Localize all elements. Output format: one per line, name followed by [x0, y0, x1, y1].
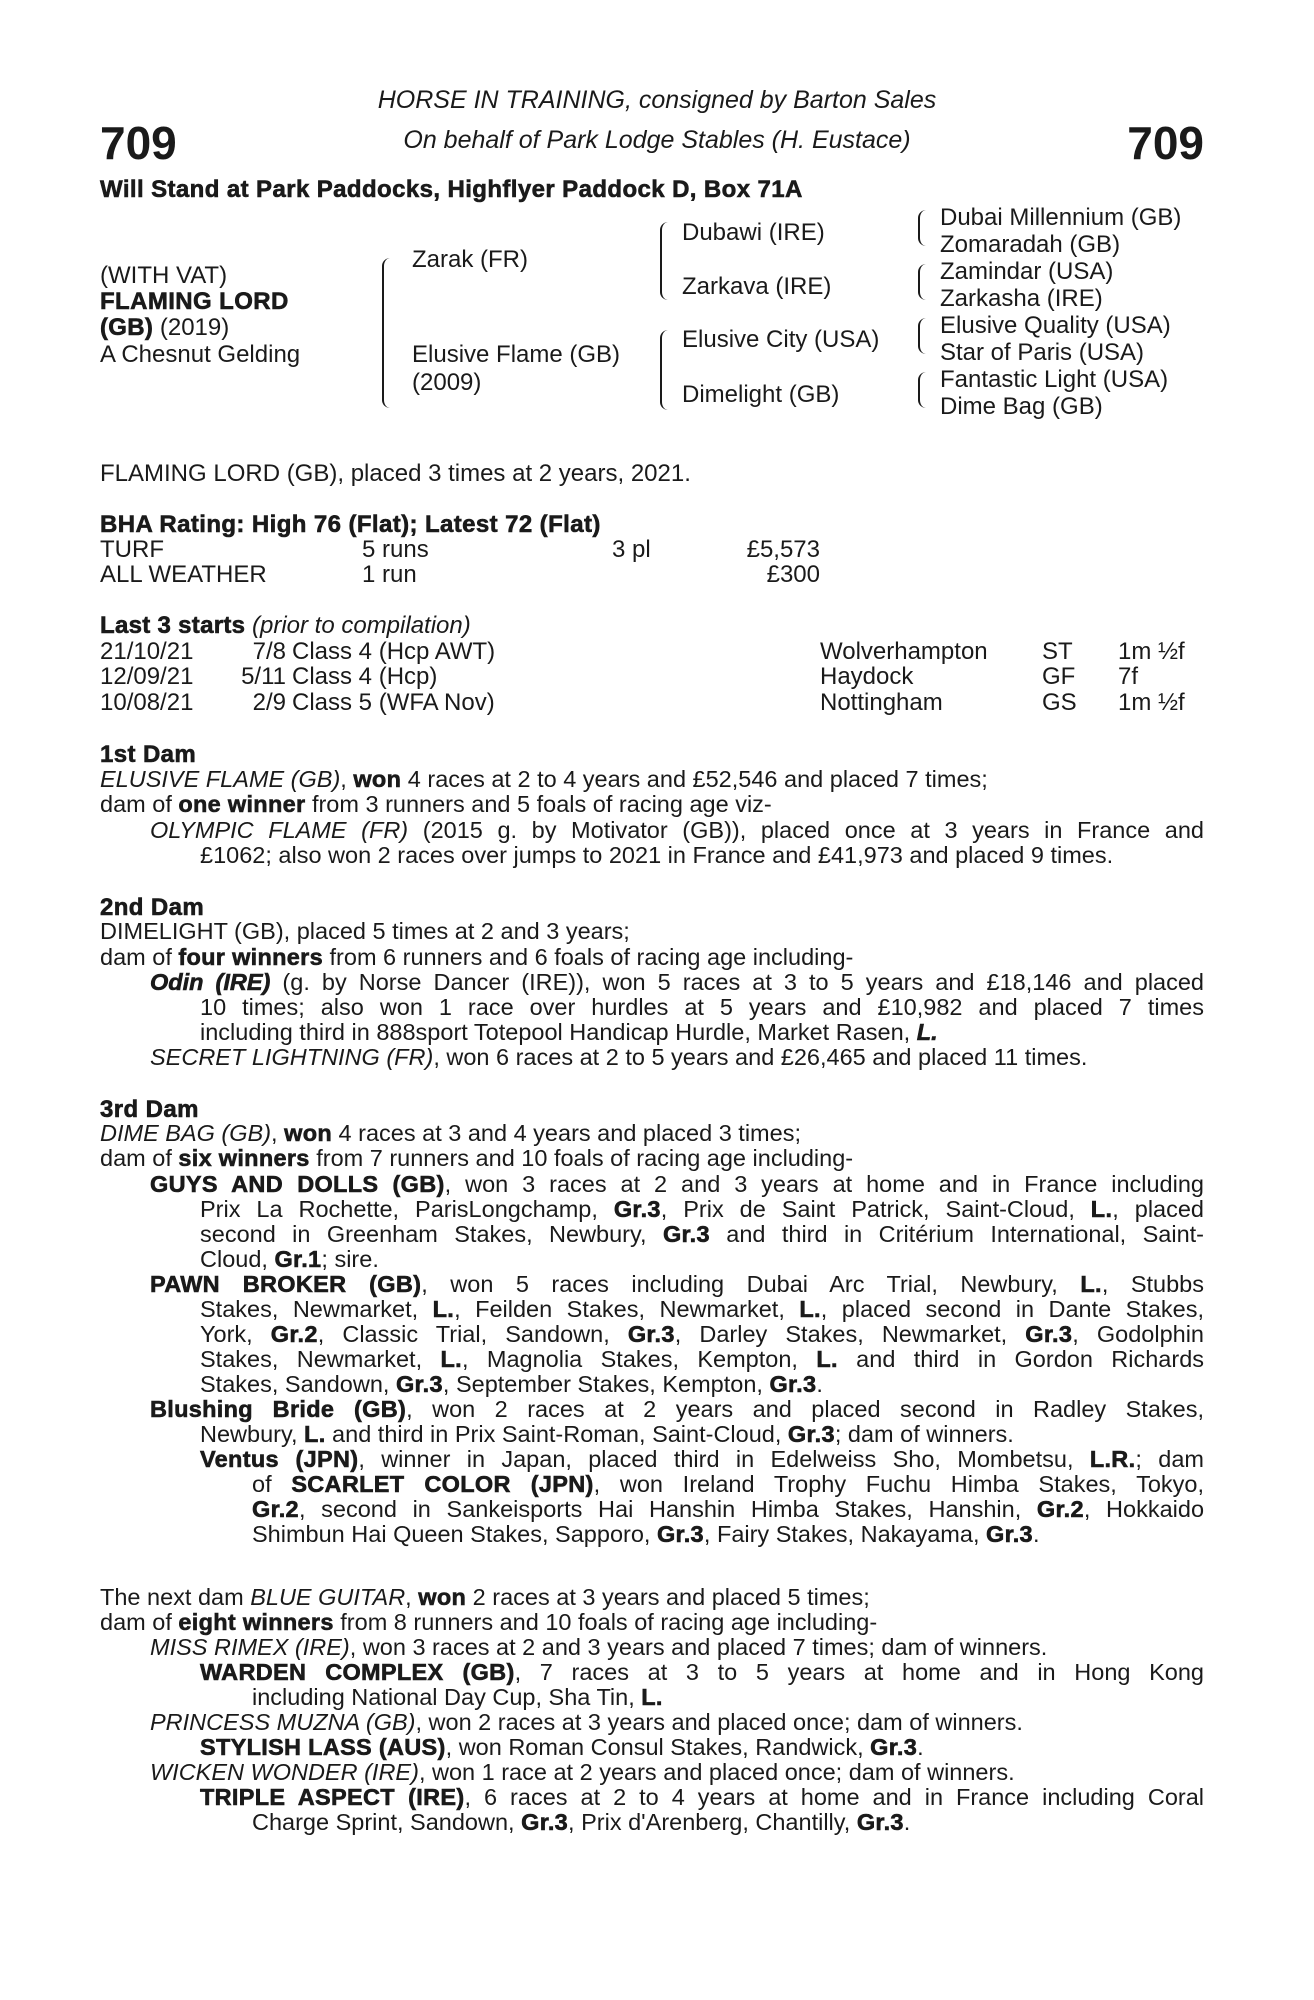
- gg-brace-4: [918, 372, 928, 408]
- next-dam-produce-line: dam of eight winners from 8 runners and 10 foals of racing age including-: [100, 1609, 878, 1635]
- start-3-dist: 1m ½f: [1118, 689, 1185, 716]
- gg-7: Fantastic Light (USA): [940, 366, 1169, 393]
- gg-4: Zarkasha (IRE): [940, 285, 1103, 312]
- pawn-line-3: York, Gr.2, Classic Trial, Sandown, Gr.3, Darley Stakes, Newmarket, Gr.3, Godolphin: [200, 1321, 1204, 1347]
- first-dam-heading: 1st Dam: [100, 741, 197, 768]
- gg-brace-3: [918, 318, 928, 354]
- gg-1: Dubai Millennium (GB): [940, 204, 1182, 231]
- third-dam-heading: 3rd Dam: [100, 1096, 199, 1123]
- stylish-lass-line: STYLISH LASS (AUS), won Roman Consul Stakes, Randwick, Gr.3.: [200, 1734, 924, 1760]
- secret-lightning-name: SECRET LIGHTNING (FR): [150, 1044, 434, 1070]
- horse-country-year: [100, 314, 229, 342]
- pedigree-main-brace: [382, 258, 396, 408]
- guys-line-1: GUYS AND DOLLS (GB), won 3 races at 2 and 3 years at home and in France including: [150, 1171, 1204, 1197]
- race-summary: FLAMING LORD (GB), placed 3 times at 2 years, 2021.: [100, 460, 691, 487]
- horse-country: (GB): [100, 314, 154, 341]
- last-starts-title: Last 3 starts: [100, 612, 246, 639]
- start-1-dist: 1m ½f: [1118, 638, 1185, 665]
- winners-count: six winners: [178, 1145, 310, 1171]
- miss-rimex-name: MISS RIMEX (IRE): [150, 1634, 350, 1660]
- start-1-date: 21/10/21: [100, 638, 194, 665]
- turf-surface: TURF: [100, 536, 164, 563]
- guys-and-dolls-name: GUYS AND DOLLS (GB): [150, 1171, 445, 1197]
- sire-brace: [660, 222, 672, 300]
- gg-brace-1: [918, 210, 928, 246]
- next-dam-name: BLUE GUITAR: [250, 1584, 406, 1610]
- dam-brace: [660, 330, 672, 410]
- second-dam-heading: 2nd Dam: [100, 894, 205, 921]
- ventus-line-4: Shimbun Hai Queen Stakes, Sapporo, Gr.3, Fairy Stakes, Nakayama, Gr.3.: [252, 1521, 1040, 1547]
- princess-muzna-name: PRINCESS MUZNA (GB): [150, 1709, 416, 1735]
- winners-count: one winner: [178, 791, 306, 817]
- vat-note: (WITH VAT): [100, 262, 228, 289]
- odin-line-2: 10 times; also won 1 race over hurdles at 5 years and £10,982 and placed 7 times: [200, 994, 1204, 1020]
- triple-aspect-name: TRIPLE ASPECT (IRE): [200, 1784, 465, 1810]
- start-3-going: GS: [1042, 689, 1077, 716]
- blushing-bride-name: Blushing Bride (GB): [150, 1396, 407, 1422]
- guys-line-4: Cloud, Gr.1; sire.: [200, 1246, 379, 1272]
- turf-runs: 5 runs: [362, 536, 429, 563]
- start-1-race: Class 4 (Hcp AWT): [292, 638, 496, 665]
- start-2-race: Class 4 (Hcp): [292, 663, 438, 690]
- second-dam-produce-line: dam of four winners from 6 runners and 6 foals of racing age including-: [100, 944, 854, 970]
- first-dam-produce-line: dam of one winner from 3 runners and 5 foals of racing age viz-: [100, 791, 772, 817]
- warden-line-1: WARDEN COMPLEX (GB), 7 races at 3 to 5 years at home and in Hong Kong: [200, 1659, 1204, 1685]
- gg-3: Zamindar (USA): [940, 258, 1114, 285]
- odin-line-1: Odin (IRE) (g. by Norse Dancer (IRE)), won 5 races at 3 to 5 years and £18,146 and placed: [150, 969, 1205, 995]
- warden-complex-name: WARDEN COMPLEX (GB): [200, 1659, 515, 1685]
- third-dam-name: DIME BAG (GB): [100, 1120, 272, 1146]
- blushing-line-2: Newbury, L. and third in Prix Saint-Roman, Saint-Cloud, Gr.3; dam of winners.: [200, 1421, 1014, 1447]
- next-dam-line: The next dam BLUE GUITAR, won 2 races at 3 years and placed 5 times;: [100, 1584, 870, 1610]
- start-3-pos: 2/9: [252, 689, 286, 716]
- lot-number-left: 709: [100, 117, 177, 169]
- last-starts-heading: [100, 612, 471, 640]
- start-2-course: Haydock: [820, 663, 914, 690]
- princess-muzna-line: PRINCESS MUZNA (GB), won 2 races at 3 years and placed once; dam of winners.: [150, 1709, 1023, 1735]
- sire-sire: Dubawi (IRE): [682, 219, 825, 246]
- consignor-line: On behalf of Park Lodge Stables (H. Eustace): [403, 126, 911, 154]
- stylish-lass-name: STYLISH LASS (AUS): [200, 1734, 446, 1760]
- dam-year: (2009): [412, 369, 482, 396]
- ventus-name: Ventus (JPN): [200, 1446, 359, 1472]
- secret-lightning-line: SECRET LIGHTNING (FR), won 6 races at 2 to 5 years and £26,465 and placed 11 times.: [150, 1044, 1088, 1070]
- olympic-flame-line: OLYMPIC FLAME (FR) (2015 g. by Motivator (GB)), placed once at 3 years in France and: [150, 817, 1204, 843]
- winners-count: four winners: [178, 944, 323, 970]
- gg-8: Dime Bag (GB): [940, 393, 1103, 420]
- ventus-line-3: Gr.2, second in Sankeisports Hai Hanshin Himba Stakes, Hanshin, Gr.2, Hokkaido: [252, 1496, 1205, 1522]
- start-2-date: 12/09/21: [100, 663, 194, 690]
- gg-2: Zomaradah (GB): [940, 231, 1121, 258]
- ventus-line-1: Ventus (JPN), winner in Japan, placed third in Edelweiss Sho, Mombetsu, L.R.; dam: [200, 1446, 1204, 1472]
- second-dam-line: DIMELIGHT (GB), placed 5 times at 2 and 3 years;: [100, 918, 630, 944]
- pawn-line-1: PAWN BROKER (GB), won 5 races including Dubai Arc Trial, Newbury, L., Stubbs: [150, 1271, 1204, 1297]
- third-dam-line: DIME BAG (GB), won 4 races at 3 and 4 years and placed 3 times;: [100, 1120, 801, 1146]
- horse-description: A Chesnut Gelding: [100, 341, 301, 368]
- last-starts-note: (prior to compilation): [251, 612, 471, 639]
- miss-rimex-line: MISS RIMEX (IRE), won 3 races at 2 and 3 years and placed 7 times; dam of winners.: [150, 1634, 1048, 1660]
- turf-prize: £5,573: [746, 536, 820, 563]
- listed-mark: L.: [916, 1019, 938, 1045]
- start-1-course: Wolverhampton: [820, 638, 988, 665]
- start-2-dist: 7f: [1118, 663, 1139, 690]
- third-dam-produce-line: dam of six winners from 7 runners and 10 foals of racing age including-: [100, 1145, 854, 1171]
- first-dam-line: ELUSIVE FLAME (GB), won 4 races at 2 to 4 years and £52,546 and placed 7 times;: [100, 766, 988, 792]
- first-dam-record: 4 races at 2 to 4 years and £52,546 and placed 7 times;: [401, 766, 988, 792]
- consignment-line: HORSE IN TRAINING, consigned by Barton Sales: [377, 86, 937, 114]
- sire-dam: Zarkava (IRE): [682, 273, 832, 300]
- pawn-broker-name: PAWN BROKER (GB): [150, 1271, 422, 1297]
- scarlet-color-name: SCARLET COLOR (JPN): [291, 1471, 594, 1497]
- start-1-pos: 7/8: [252, 638, 286, 665]
- triple-aspect-line-2: Charge Sprint, Sandown, Gr.3, Prix d'Arenberg, Chantilly, Gr.3.: [252, 1809, 911, 1835]
- start-2-going: GF: [1042, 663, 1076, 690]
- winners-count: eight winners: [178, 1609, 334, 1635]
- start-3-race: Class 5 (WFA Nov): [292, 689, 495, 716]
- gg-brace-2: [918, 264, 928, 300]
- olympic-flame-name: OLYMPIC FLAME (FR): [150, 817, 409, 843]
- sire: Zarak (FR): [412, 246, 528, 273]
- lot-number-right: 709: [1127, 117, 1204, 169]
- dam: Elusive Flame (GB): [412, 341, 621, 368]
- gg-6: Star of Paris (USA): [940, 339, 1145, 366]
- gg-5: Elusive Quality (USA): [940, 312, 1171, 339]
- first-dam-name: ELUSIVE FLAME (GB): [100, 766, 341, 792]
- warden-line-2: including National Day Cup, Sha Tin, L.: [252, 1684, 663, 1710]
- odin-line-3: including third in 888sport Totepool Handicap Hurdle, Market Rasen, L.: [200, 1019, 938, 1045]
- start-3-date: 10/08/21: [100, 689, 194, 716]
- start-2-pos: 5/11: [241, 663, 286, 690]
- dam-sire: Elusive City (USA): [682, 326, 880, 353]
- aw-prize: £300: [766, 561, 820, 588]
- aw-surface: ALL WEATHER: [100, 561, 267, 588]
- odin-name: Odin (IRE): [150, 969, 271, 995]
- start-3-course: Nottingham: [820, 689, 943, 716]
- horse-year: (2019): [153, 314, 230, 341]
- location-line: Will Stand at Park Paddocks, Highflyer Paddock D, Box 71A: [100, 176, 803, 203]
- guys-line-3: second in Greenham Stakes, Newbury, Gr.3 and third in Critérium International, Saint-: [200, 1221, 1204, 1247]
- ventus-line-2: of SCARLET COLOR (JPN), won Ireland Trophy Fuchu Himba Stakes, Tokyo,: [252, 1471, 1204, 1497]
- wicken-wonder-name: WICKEN WONDER (IRE): [150, 1759, 419, 1785]
- pawn-line-4: Stakes, Newmarket, L., Magnolia Stakes, Kempton, L. and third in Gordon Richards: [200, 1346, 1205, 1372]
- turf-placed: 3 pl: [612, 536, 651, 563]
- blushing-line-1: Blushing Bride (GB), won 2 races at 2 years and placed second in Radley Stakes,: [150, 1396, 1204, 1422]
- triple-aspect-line-1: TRIPLE ASPECT (IRE), 6 races at 2 to 4 years at home and in France including Coral: [200, 1784, 1204, 1810]
- guys-line-2: Prix La Rochette, ParisLongchamp, Gr.3, Prix de Saint Patrick, Saint-Cloud, L., placed: [200, 1196, 1204, 1222]
- pawn-line-5: Stakes, Sandown, Gr.3, September Stakes, Kempton, Gr.3.: [200, 1371, 823, 1397]
- aw-runs: 1 run: [362, 561, 417, 588]
- start-1-going: ST: [1042, 638, 1073, 665]
- wicken-wonder-line: WICKEN WONDER (IRE), won 1 race at 2 years and placed once; dam of winners.: [150, 1759, 1015, 1785]
- horse-name: FLAMING LORD: [100, 288, 289, 315]
- pawn-line-2: Stakes, Newmarket, L., Feilden Stakes, Newmarket, L., placed second in Dante Stakes,: [200, 1296, 1205, 1322]
- bha-rating-heading: BHA Rating: High 76 (Flat); Latest 72 (Flat): [100, 511, 601, 538]
- won-label: won: [353, 766, 402, 792]
- olympic-flame-line-2: £1062; also won 2 races over jumps to 2021 in France and £41,973 and placed 9 times.: [200, 842, 1114, 868]
- dam-dam: Dimelight (GB): [682, 381, 840, 408]
